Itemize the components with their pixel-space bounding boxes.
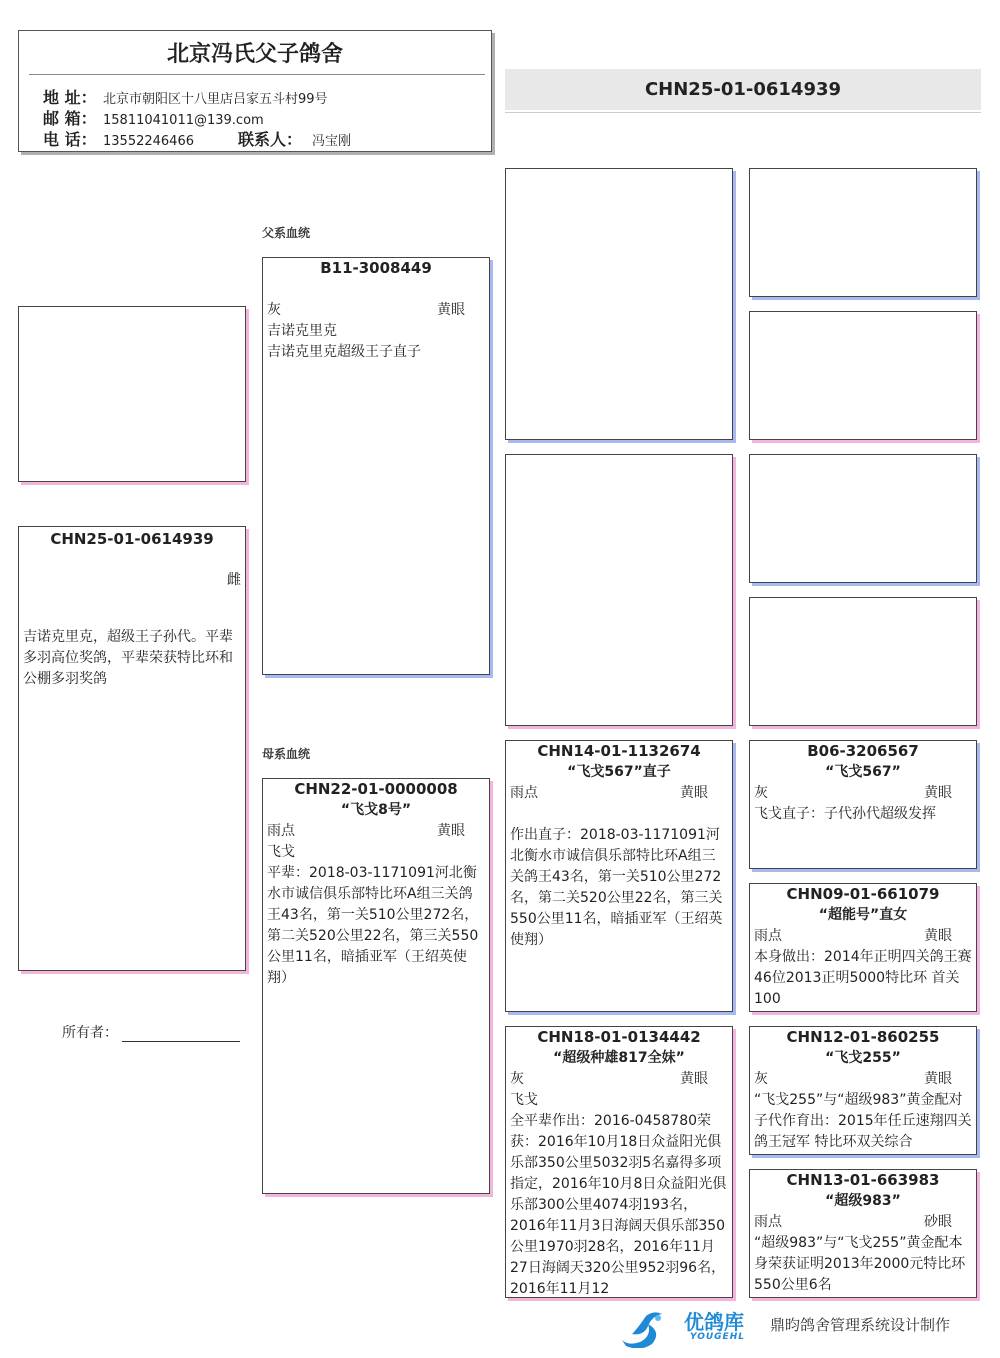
- gg1-notes: 飞戈直子：子代孙代超级发挥: [754, 806, 936, 822]
- contact-value: 冯宝刚: [312, 134, 352, 149]
- dam-sire-eye: 黄眼: [680, 785, 708, 801]
- dam-notes: 平辈：2018-03-1171091河北衡水市诚信俱乐部特比环A组三关鸽王43名，第一关510公里272名，第二关520公里22名，第三关550公里11名，暗插亚军（王绍英使翔）: [267, 865, 479, 986]
- ggp-box-7: [749, 1026, 977, 1155]
- owner-field: [62, 1022, 240, 1042]
- dam-sire-ring: CHN14-01-1132674: [537, 742, 701, 760]
- gg2-notes: 本身做出：2014年正明四关鸽王赛46位2013正明5000特比环 首关100: [754, 949, 972, 1007]
- gg3-nickname: “飞戈255”: [825, 1050, 901, 1066]
- phone-row: [43, 127, 351, 150]
- dam-box: [262, 778, 490, 1194]
- gg2-nickname: “超能号”直女: [818, 907, 908, 923]
- gg3-ring: CHN12-01-860255: [786, 1028, 940, 1046]
- phone-value: 13552246466: [103, 134, 194, 149]
- dam-dam-color: 灰: [510, 1071, 524, 1087]
- address-value: 北京市朝阳区十八里店吕家五斗村99号: [103, 92, 328, 107]
- sire-line-label: 父系血统: [262, 226, 311, 240]
- subject-ring: CHN25-01-0614939: [50, 530, 214, 548]
- gg4-notes: “超级983”与“飞戈255”黄金配本身荣获证明2013年2000元特比环550公里6名: [754, 1235, 966, 1293]
- ggp-box-4: [749, 597, 977, 726]
- dam-sire-notes: 作出直子：2018-03-1171091河北衡水市诚信俱乐部特比环A组三关鸽王43名，第一关510公里272名，第二关520公里22名，第三关550公里11名，暗插亚军（王绍英使翔）: [510, 827, 723, 948]
- dam-sire-color-eye-row: [506, 783, 732, 804]
- gg3-color-eye-row: [750, 1069, 976, 1090]
- gg3-eye: 黄眼: [924, 1071, 952, 1087]
- sire-color: 灰: [267, 302, 281, 318]
- logo-cn-text: 优鸽库: [684, 1310, 744, 1334]
- address-row: [43, 85, 328, 108]
- gg2-eye: 黄眼: [924, 928, 952, 944]
- dam-color-eye-row: [263, 821, 489, 842]
- contact-label: 联系人：: [237, 130, 302, 149]
- header-divider: [29, 74, 485, 75]
- ggp-box-8: [749, 1169, 977, 1298]
- dam-eye: 黄眼: [437, 823, 465, 839]
- loft-header-card: [18, 30, 492, 152]
- ggp-box-6: [749, 883, 977, 1012]
- gg2-color: 雨点: [754, 928, 782, 944]
- logo-en-text: YOUGEHL: [690, 1332, 745, 1342]
- gg4-eye: 砂眼: [924, 1214, 952, 1230]
- dam-dam-notes: 全平辈作出：2016-0458780荣获：2016年10月18日众益阳光俱乐部350公里5032羽5名嘉得多项指定，2016年10月8日众益阳光俱乐部300公里4074羽193名，2016年11月3日海阔天俱乐部350公里1970羽28名，2016年11月27日海阔天320公里952羽96名，2016年11月12: [510, 1113, 727, 1297]
- gg2-ring: CHN09-01-661079: [786, 885, 940, 903]
- gg3-color: 灰: [754, 1071, 768, 1087]
- gg2-color-eye-row: [750, 926, 976, 947]
- gg4-color: 雨点: [754, 1214, 782, 1230]
- email-value: 15811041011@139.com: [103, 113, 264, 128]
- system-credit: 鼎昀鸽舍管理系统设计制作: [770, 1316, 951, 1334]
- sire-dam-box: [505, 454, 733, 726]
- dam-nickname: “飞戈8号”: [340, 802, 412, 818]
- dam-dam-line1: 飞戈: [510, 1092, 538, 1108]
- ggp-box-5: [749, 740, 977, 869]
- subject-sex: 雌: [227, 572, 241, 588]
- banner-underline: [505, 112, 981, 113]
- gg1-eye: 黄眼: [924, 785, 952, 801]
- owner-blank-line: [122, 1028, 240, 1042]
- sire-color-eye-row: [263, 300, 489, 321]
- dam-color: 雨点: [267, 823, 295, 839]
- dam-sire-nickname: “飞戈567”直子: [567, 764, 671, 780]
- gg3-notes: “飞戈255”与“超级983”黄金配对子代作育出：2015年任丘速翔四关鸽王冠军 特比环双关综合: [754, 1092, 972, 1150]
- subject-notes: 吉诺克里克，超级王子孙代。平辈多羽高位奖鸽，平辈荣获特比环和公棚多羽奖鸽: [23, 629, 233, 687]
- dam-line-label: 母系血统: [262, 747, 311, 761]
- sire-sire-box: [505, 168, 733, 440]
- owner-label: 所有者：: [62, 1025, 118, 1041]
- phone-label: 电 话：: [43, 130, 97, 149]
- gg1-nickname: “飞戈567”: [825, 764, 901, 780]
- ggp-box-2: [749, 311, 977, 440]
- sire-line2: 吉诺克里克超级王子直子: [267, 344, 421, 360]
- subject-ring-banner: CHN25-01-0614939: [505, 69, 981, 110]
- dam-sire-box: [505, 740, 733, 1012]
- gg1-ring: B06-3206567: [807, 742, 919, 760]
- address-label: 地 址：: [43, 88, 97, 107]
- gg4-color-eye-row: [750, 1212, 976, 1233]
- gg1-color-eye-row: [750, 783, 976, 804]
- yougehl-logo: [618, 1306, 758, 1348]
- gg1-color: 灰: [754, 785, 768, 801]
- dam-dam-color-eye-row: [506, 1069, 732, 1090]
- dam-sire-color: 雨点: [510, 785, 538, 801]
- loft-name: 北京冯氏父子鸽舍: [166, 42, 343, 67]
- dam-dam-eye: 黄眼: [680, 1071, 708, 1087]
- email-label: 邮 箱：: [43, 109, 97, 128]
- gg4-ring: CHN13-01-663983: [786, 1171, 940, 1189]
- gg4-nickname: “超级983”: [825, 1193, 901, 1209]
- dam-dam-nickname: “超级种雄817全妹”: [553, 1050, 685, 1066]
- sire-box: [262, 257, 490, 675]
- subject-photo-box: [18, 306, 246, 482]
- ggp-box-1: [749, 168, 977, 297]
- dam-dam-box: [505, 1026, 733, 1298]
- sire-line1: 吉诺克里克: [267, 323, 337, 339]
- subject-info-box: [18, 526, 246, 971]
- email-row: [43, 106, 264, 129]
- dam-ring: CHN22-01-0000008: [294, 780, 458, 798]
- sire-ring: B11-3008449: [320, 259, 432, 277]
- sire-eye: 黄眼: [437, 302, 465, 318]
- dam-dam-ring: CHN18-01-0134442: [537, 1028, 701, 1046]
- ggp-box-3: [749, 454, 977, 583]
- dam-line1: 飞戈: [267, 844, 295, 860]
